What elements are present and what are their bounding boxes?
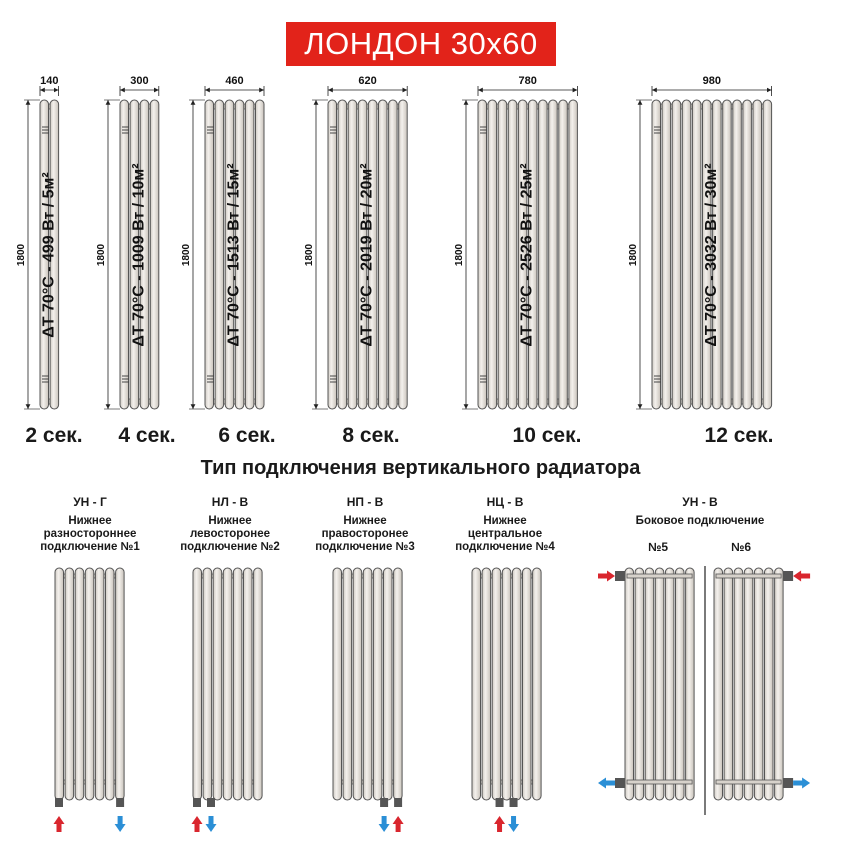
radiator-tube bbox=[333, 568, 342, 800]
radiator-tube bbox=[754, 568, 763, 800]
radiator-tube bbox=[502, 568, 511, 800]
radiator-tube bbox=[723, 100, 732, 409]
connection-scheme-4 bbox=[472, 568, 541, 832]
radiator-tube bbox=[193, 568, 202, 800]
return-arrow bbox=[598, 778, 615, 789]
radiator-tube bbox=[645, 568, 654, 800]
radiator-model bbox=[304, 75, 407, 409]
radiator-tube bbox=[676, 568, 685, 800]
radiator-tube bbox=[95, 568, 104, 800]
connection-diagrams bbox=[54, 566, 811, 832]
radiator-tube bbox=[399, 100, 408, 409]
valve-fitting bbox=[55, 798, 63, 807]
radiator-tube bbox=[744, 568, 753, 800]
connection-description: Нижнее правосторонее подключение №3 bbox=[315, 515, 415, 553]
return-arrow bbox=[115, 816, 126, 832]
radiator-tube bbox=[373, 568, 382, 800]
connection-number-6: №6 bbox=[731, 540, 752, 554]
radiator-tube bbox=[203, 568, 212, 800]
radiator-tube bbox=[488, 100, 497, 409]
sections-label: 2 сек. bbox=[25, 424, 83, 447]
connection-code: УН - В bbox=[682, 495, 718, 509]
radiator-tube bbox=[256, 100, 265, 409]
supply-arrow bbox=[598, 571, 615, 582]
radiator-tube bbox=[492, 568, 501, 800]
radiator-tube bbox=[120, 100, 129, 409]
return-arrow bbox=[793, 778, 810, 789]
radiator-tube bbox=[472, 568, 481, 800]
supply-arrow bbox=[393, 816, 404, 832]
valve-fitting bbox=[380, 798, 388, 807]
radiator-tube bbox=[384, 568, 393, 800]
valve-fitting bbox=[394, 798, 402, 807]
radiator-tube bbox=[338, 100, 347, 409]
radiator-tube bbox=[539, 100, 548, 409]
sections-label: 6 сек. bbox=[218, 424, 276, 447]
radiator-tube bbox=[223, 568, 232, 800]
radiator-tube bbox=[389, 100, 398, 409]
width-label: 460 bbox=[225, 75, 244, 87]
connection-scheme-2 bbox=[192, 568, 263, 832]
connection-heading: Тип подключения вертикального радиатора bbox=[200, 457, 641, 479]
radiator-model bbox=[628, 75, 772, 409]
connection-code: НЛ - В bbox=[211, 495, 249, 509]
valve-fitting bbox=[116, 798, 124, 807]
radiator-tube bbox=[682, 100, 691, 409]
radiator-tube bbox=[672, 100, 681, 409]
product-title: ЛОНДОН 30х60 bbox=[286, 22, 556, 66]
radiator-tube bbox=[753, 100, 762, 409]
radiator-tube bbox=[559, 100, 568, 409]
radiator-tube bbox=[75, 568, 84, 800]
height-label: 1800 bbox=[16, 243, 27, 267]
power-rating-label: ΔT 70°C - 2019 Вт / 20м² bbox=[358, 163, 376, 347]
radiator-tube bbox=[348, 100, 357, 409]
supply-arrow bbox=[793, 571, 810, 582]
connection-description: Нижнее разностороннее подключение №1 bbox=[40, 515, 140, 553]
connection-scheme-5-6 bbox=[598, 566, 810, 815]
radiator-tube bbox=[665, 568, 674, 800]
supply-arrow bbox=[494, 816, 505, 832]
radiator-tube bbox=[498, 100, 507, 409]
power-rating-label: ΔT 70°C - 499 Вт / 5м² bbox=[40, 172, 58, 338]
height-label: 1800 bbox=[304, 243, 315, 267]
radiator-tube bbox=[662, 100, 671, 409]
connection-number-5: №5 bbox=[648, 540, 669, 554]
connection-code: НЦ - В bbox=[486, 495, 524, 509]
power-rating-label: ΔT 70°C - 1513 Вт / 15м² bbox=[225, 163, 243, 347]
radiator-models bbox=[16, 75, 772, 409]
radiator-tube bbox=[775, 568, 784, 800]
radiator-model bbox=[96, 75, 159, 409]
radiator-tube bbox=[714, 568, 723, 800]
radiator-tube bbox=[205, 100, 214, 409]
sections-label: 8 сек. bbox=[342, 424, 400, 447]
radiator-tube bbox=[55, 568, 64, 800]
radiator-tube bbox=[233, 568, 242, 800]
radiator-tube bbox=[652, 100, 661, 409]
sections-label: 10 сек. bbox=[512, 424, 582, 447]
valve-fitting bbox=[615, 571, 625, 581]
supply-arrow bbox=[54, 816, 65, 832]
radiator-tube bbox=[743, 100, 752, 409]
radiator-tube bbox=[353, 568, 362, 800]
width-label: 780 bbox=[518, 75, 537, 87]
height-label: 1800 bbox=[96, 243, 107, 267]
radiator-collector bbox=[654, 104, 770, 109]
radiator-tube bbox=[482, 568, 491, 800]
radiator-tube bbox=[478, 100, 487, 409]
height-label: 1800 bbox=[181, 243, 192, 267]
radiator-tube bbox=[692, 100, 701, 409]
valve-fitting bbox=[510, 798, 518, 807]
return-arrow bbox=[508, 816, 519, 832]
connection-code: УН - Г bbox=[73, 495, 107, 509]
valve-fitting bbox=[615, 778, 625, 788]
width-label: 300 bbox=[130, 75, 149, 87]
sections-label: 12 сек. bbox=[704, 424, 774, 447]
valve-fitting bbox=[783, 571, 793, 581]
radiator-tube bbox=[765, 568, 774, 800]
radiator-tube bbox=[215, 100, 224, 409]
radiator-tube bbox=[245, 100, 254, 409]
radiator-tube bbox=[655, 568, 664, 800]
radiator-tube bbox=[508, 100, 517, 409]
return-arrow bbox=[379, 816, 390, 832]
radiator-tube bbox=[635, 568, 644, 800]
power-rating-label: ΔT 70°C - 2526 Вт / 25м² bbox=[518, 163, 536, 347]
radiator-tube bbox=[734, 568, 743, 800]
radiator-model bbox=[454, 75, 577, 409]
radiator-tube bbox=[549, 100, 558, 409]
radiator-model bbox=[16, 75, 59, 409]
radiator-collector bbox=[627, 574, 692, 578]
connection-scheme-1 bbox=[54, 568, 126, 832]
valve-fitting bbox=[193, 798, 201, 807]
width-label: 140 bbox=[40, 75, 59, 87]
valve-fitting bbox=[207, 798, 215, 807]
connection-description: Нижнее левосторонее подключение №2 bbox=[180, 515, 280, 553]
radiator-tube bbox=[523, 568, 532, 800]
height-label: 1800 bbox=[454, 243, 465, 267]
sections-label: 4 сек. bbox=[118, 424, 176, 447]
radiator-tube bbox=[106, 568, 115, 800]
width-label: 620 bbox=[358, 75, 377, 87]
connection-code: НП - В bbox=[346, 495, 384, 509]
radiator-collector bbox=[654, 399, 770, 404]
power-rating-label: ΔT 70°C - 3032 Вт / 30м² bbox=[702, 163, 720, 347]
power-rating-label: ΔT 70°C - 1009 Вт / 10м² bbox=[130, 163, 148, 347]
radiator-collector bbox=[716, 780, 781, 784]
radiator-tube bbox=[379, 100, 388, 409]
radiator-tube bbox=[254, 568, 263, 800]
radiator-tube bbox=[328, 100, 337, 409]
radiator-collector bbox=[716, 574, 781, 578]
radiator-tube bbox=[65, 568, 74, 800]
height-label: 1800 bbox=[628, 243, 639, 267]
radiator-tube bbox=[625, 568, 634, 800]
radiator-tube bbox=[686, 568, 695, 800]
connection-description: Нижнее центральное подключение №4 bbox=[455, 515, 555, 553]
radiator-tube bbox=[569, 100, 578, 409]
radiator-tube bbox=[363, 568, 372, 800]
connection-description: Боковое подключение bbox=[635, 515, 765, 527]
radiator-collector bbox=[627, 780, 692, 784]
radiator-tube bbox=[116, 568, 125, 800]
radiator-tube bbox=[150, 100, 159, 409]
radiator-tube bbox=[213, 568, 222, 800]
radiator-model bbox=[181, 75, 264, 409]
radiator-tube bbox=[394, 568, 403, 800]
return-arrow bbox=[206, 816, 217, 832]
radiator-tube bbox=[763, 100, 772, 409]
radiator-tube bbox=[512, 568, 521, 800]
radiator-tube bbox=[85, 568, 94, 800]
valve-fitting bbox=[783, 778, 793, 788]
radiator-tube bbox=[733, 100, 742, 409]
radiator-tube bbox=[533, 568, 542, 800]
valve-fitting bbox=[496, 798, 504, 807]
supply-arrow bbox=[192, 816, 203, 832]
connection-scheme-3 bbox=[333, 568, 404, 832]
radiator-tube bbox=[724, 568, 733, 800]
radiator-tube bbox=[244, 568, 253, 800]
radiator-tube bbox=[343, 568, 352, 800]
width-label: 980 bbox=[702, 75, 721, 87]
